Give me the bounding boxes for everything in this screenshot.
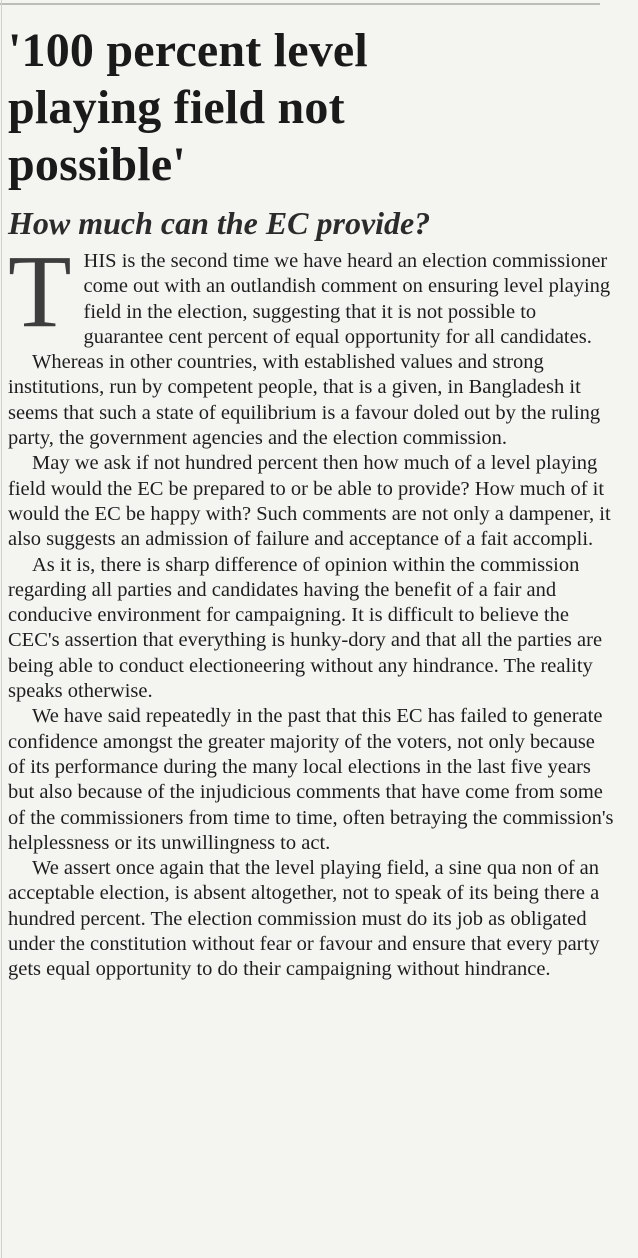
top-rule [0, 3, 600, 5]
left-column-rule [1, 0, 2, 1258]
paragraph-4: As it is, there is sharp difference of opinion within the commission regarding all parties and candidates having the benefit of a fair and conducive environment for campaigning. It is difficult to believe the CEC's assertion that everything is hunky-dory and that all the parties are being able to conduct electioneering without any hindrance. The reality speaks otherwise. [8, 553, 603, 703]
paragraph-5: We have said repeatedly in the past that this EC has failed to generate confidence amongst the greater majority of the voters, not only because of its performance during the many local elections in the last five years but also because of the injudicious comments that have come from some of the commissioners from time to time, often betraying the commission's helplessness or its unwillingness to act. [8, 705, 614, 854]
article-body [8, 234, 616, 983]
headline: '100 percent level playing field not possible' [8, 24, 368, 191]
paragraph-1 [8, 234, 616, 350]
subhead: How much can the EC provide? [8, 205, 431, 241]
dropcap-letter: T [8, 234, 72, 349]
paragraph-3: May we ask if not hundred percent then how much of a level playing field would the EC be prepared to or be able to provide? How much of it would the EC be happy with? Such comments are not only a dampener, it also suggests an admission of failure and acceptance of a fait accompli. [8, 452, 611, 551]
paragraph-2: Whereas in other countries, with established values and strong institutions, run by competent people, that is a given, in Bangladesh it seems that such a state of equilibrium is a favour doled out by the ruling party, the government agencies and the election commission. [8, 351, 601, 450]
paragraph-6: We assert once again that the level playing field, a sine qua non of an acceptable election, is absent altogether, not to speak of its being there a hundred percent. The election commission must do its job as obligated under the constitution without fear or favour and ensure that every party gets equal opportunity to do their campaigning without hindrance. [8, 857, 600, 981]
paragraph-1-text: HIS is the second time we have heard an election commissioner come out with an outlandish comment on ensuring level playing field in the election, suggesting that it is not possible to guarantee cent percent of equal opportunity for all candidates. [83, 250, 611, 348]
